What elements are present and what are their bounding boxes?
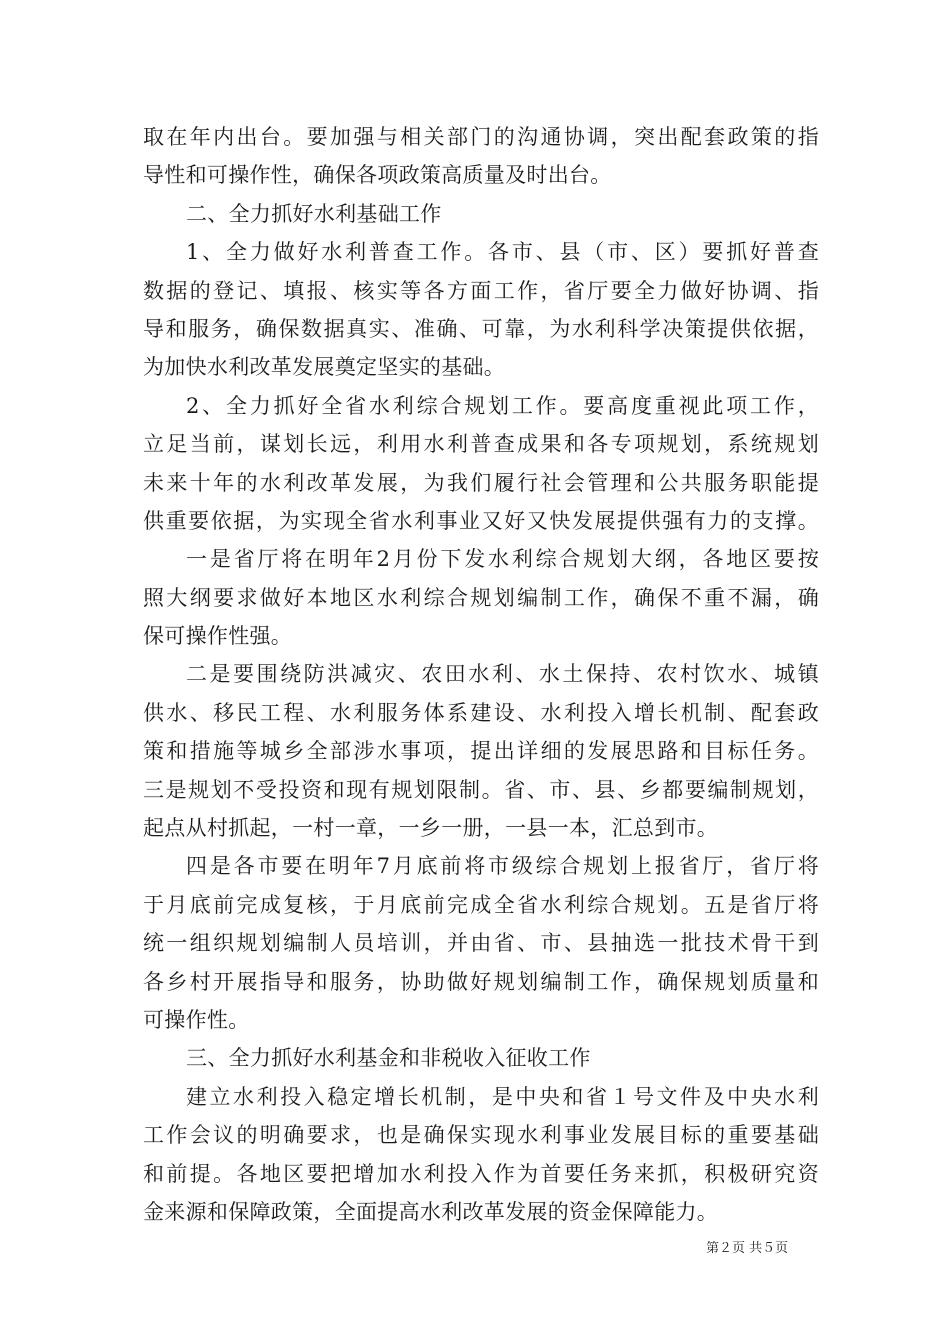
text-line: 和前提。各地区要把增加水利投入作为首要任务来抓，积极研究资 <box>143 1161 819 1186</box>
text-line: 二、全力抓好水利基础工作 <box>186 201 442 226</box>
text-line: 导和服务，确保数据真实、准确、可靠，为水利科学决策提供依据， <box>143 316 819 341</box>
text-line: 供水、移民工程、水利服务体系建设、水利投入增长机制、配套政 <box>143 700 819 725</box>
text-line: 导性和可操作性，确保各项政策高质量及时出台。 <box>143 163 612 188</box>
text-line: 一是省厅将在明年2月份下发水利综合规划大纲，各地区要按 <box>186 547 819 572</box>
text-line: 三、全力抓好水利基金和非税收入征收工作 <box>186 1046 591 1071</box>
text-line: 金来源和保障政策，全面提高水利改革发展的资金保障能力。 <box>143 1199 719 1224</box>
text-line: 数据的登记、填报、核实等各方面工作，省厅要全力做好协调、指 <box>143 278 819 303</box>
text-line: 起点从村抓起，一村一章，一乡一册，一县一本，汇总到市。 <box>143 816 719 841</box>
text-line: 工作会议的明确要求，也是确保实现水利事业发展目标的重要基础 <box>143 1123 819 1148</box>
text-line: 照大纲要求做好本地区水利综合规划编制工作，确保不重不漏，确 <box>143 585 819 610</box>
text-line: 三是规划不受投资和现有规划限制。省、市、县、乡都要编制规划， <box>143 777 819 802</box>
page-footer: 第２页 共５页 <box>706 1241 789 1256</box>
text-line: 于月底前完成复核，于月底前完成全省水利综合规划。五是省厅将 <box>143 892 819 917</box>
text-line: 四是各市要在明年7月底前将市级综合规划上报省厅，省厅将 <box>186 854 819 879</box>
text-line: 各乡村开展指导和服务，协助做好规划编制工作，确保规划质量和 <box>143 969 819 994</box>
text-line: 保可操作性强。 <box>143 624 293 649</box>
text-line: 建立水利投入稳定增长机制，是中央和省１号文件及中央水利 <box>186 1084 819 1109</box>
text-line: 可操作性。 <box>143 1007 250 1032</box>
text-line: 取在年内出台。要加强与相关部门的沟通协调，突出配套政策的指 <box>143 125 819 149</box>
text-line: 2、全力抓好全省水利综合规划工作。要高度重视此项工作， <box>186 393 819 418</box>
text-line: 统一组织规划编制人员培训，并由省、市、县抽选一批技术骨干到 <box>143 931 819 956</box>
text-line: 供重要依据，为实现全省水利事业又好又快发展提供强有力的支撑。 <box>143 508 819 533</box>
body-text <box>143 118 819 1231</box>
text-line: 1、全力做好水利普查工作。各市、县（市、区）要抓好普查 <box>186 240 819 265</box>
text-line: 策和措施等城乡全部涉水事项，提出详细的发展思路和目标任务。 <box>143 739 819 764</box>
text-line: 未来十年的水利改革发展，为我们履行社会管理和公共服务职能提 <box>143 470 819 495</box>
text-line: 为加快水利改革发展奠定坚实的基础。 <box>143 355 506 380</box>
text-line: 立足当前，谋划长远，利用水利普查成果和各专项规划，系统规划 <box>143 432 819 457</box>
text-line: 二是要围绕防洪减灾、农田水利、水土保持、农村饮水、城镇 <box>186 662 819 687</box>
